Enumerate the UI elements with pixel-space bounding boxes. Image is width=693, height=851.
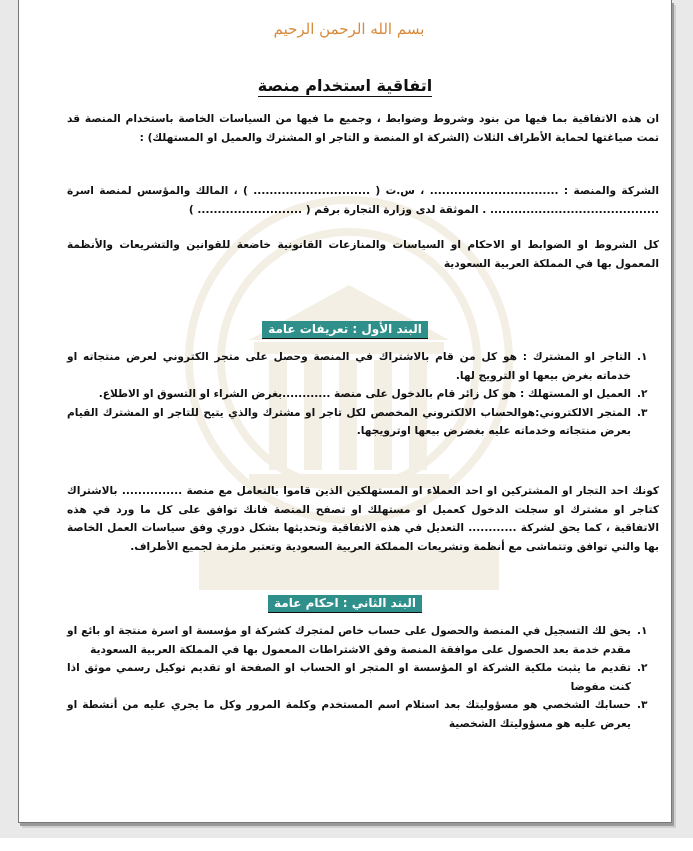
section2-heading — [19, 592, 671, 613]
section2-heading-text: البند الثاني : احكام عامة — [268, 595, 422, 613]
document-title-text: اتفاقية استخدام منصة — [257, 76, 433, 95]
item-text: تقديم ما يثبت ملكية الشركة او المؤسسة او المتجر او الحساب او الصفحة او تقديم توكيل رسمي موثق اذا كنت مفوضا — [67, 662, 631, 693]
parties-paragraph: الشركة والمنصة : ................................ ، س.ت ( ............................. ) ، المالك والمؤسس لمنصة اسرة .......................................... . الموثقة لدى وزارة التجارة برقم ( .......................... ) — [67, 185, 659, 216]
agreement-paragraph: كونك احد التجار او المشتركين او احد العملاء او المستهلكين الذين قاموا بالتعامل مع منصة ............... بالاشتراك كتاجر او مشترك او سجلت الدخول كعميل او مستهلك او تصفح المنصة فانك توافق على كل ما ورد في هذه الاتفاقية ، كما يحق لشركة ............ التعديل في هذه الاتفاقية وتحديثها بشكل دوري وفق سياسات العمل الخاصة بها والتي توافق وتتماشى مع أنظمة وتشريعات المملكة العربية السعودية وتعتبر ملزمة لجميع الأطراف. — [67, 485, 659, 553]
item-text: العميل او المستهلك : هو كل زائر قام بالدخول على منصة ............بغرض الشراء او التسوق او الاطلاع. — [98, 388, 631, 400]
list-item — [67, 348, 665, 385]
list-item — [67, 659, 665, 696]
item-text: يحق لك التسجيل في المنصة والحصول على حساب خاص لمتجرك كشركة او مؤسسة او اسرة منتجة او بائع او مقدم خدمة بعد الحصول على موافقة المنصة وفق الاشتراطات المعمول بها في المملكة العربية السعودية — [67, 625, 631, 656]
item-number: ٣. — [637, 406, 648, 419]
item-text: التاجر او المشترك : هو كل من قام بالاشتراك في المنصة وحصل على متجر الكتروني لعرض منتجاته او خدماته بغرض بيعها او الترويج لها. — [67, 351, 631, 382]
document-page — [18, 0, 672, 823]
section1-heading-text: البند الأول : تعريفات عامة — [262, 321, 428, 339]
item-text: المتجر الالكتروني:هوالحساب الالكتروني المخصص لكل تاجر او مشترك والذي يتيح للتاجر او المشترك القيام بعرض منتجاته وخدماته عليه بغضرض بيعها اوترويجها. — [67, 406, 631, 437]
bottom-strip — [0, 838, 693, 851]
item-number: ٢. — [637, 662, 648, 674]
list-item — [67, 696, 665, 733]
intro-paragraph: ان هذه الاتفاقية بما فيها من بنود وشروط وضوابط ، وجميع ما فيها من السياسات الخاصة باستخدام المنصة قد تمت صياغتها لحماية الأطراف الثلاث (الشركة او المنصة و التاجر او المشترك والعميل او المستهلك) : — [67, 113, 659, 144]
item-number: ١. — [637, 625, 648, 637]
section2-list — [67, 622, 665, 733]
item-text: حسابك الشخصي هو مسؤوليتك بعد استلام اسم المستخدم وكلمة المرور وكل ما يجري عليه من أنشطة او يعرض عليه هو مسؤوليتك الشخصية — [67, 699, 631, 730]
list-item — [67, 622, 665, 659]
document-title — [19, 76, 671, 95]
governing-law-paragraph: كل الشروط او الضوابط او الاحكام او السياسات والمنازعات القانونية خاضعة للقوانين والتشريعات والأنظمة المعمول بها في المملكة العربية السعودية — [67, 239, 659, 270]
basmala: بسم الله الرحمن الرحيم — [273, 20, 425, 38]
section1-heading — [19, 318, 671, 339]
list-item — [67, 385, 665, 404]
item-number: ٢. — [637, 388, 648, 400]
item-number: ٣. — [637, 699, 648, 711]
list-item — [67, 404, 665, 441]
item-number: ١. — [637, 351, 648, 363]
section1-list — [67, 348, 665, 441]
